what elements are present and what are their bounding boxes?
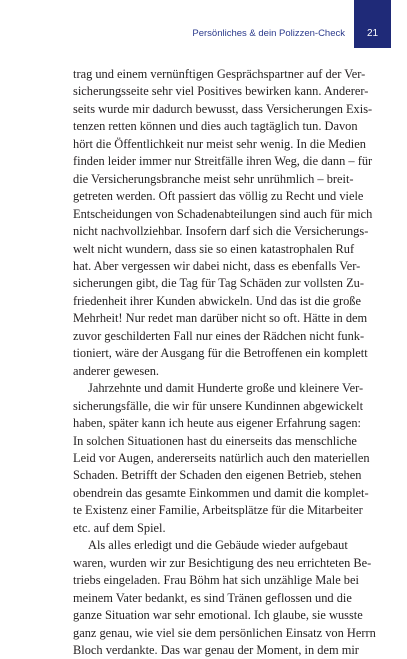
paragraph: [73, 66, 373, 380]
text-line: zuvor geschilderten Fall nur eines der Rädchen nicht funk-: [73, 328, 365, 343]
text-line: Als alles erledigt und die Gebäude wieder aufgebaut: [88, 538, 348, 553]
text-line: hört die Öffentlichkeit nur meist sehr wenig. In die Medien: [73, 136, 366, 151]
text-line: ganz genau, wie viel sie dem persönlichen Einsatz von Herrn: [73, 625, 376, 640]
text-line: ganze Situation war sehr emotional. Ich glaube, sie wusste: [73, 608, 363, 623]
text-line: tioniert, wäre der Ausgang für die Betroffenen ein komplett: [73, 346, 368, 361]
text-line: nicht nachvollziehbar. Insofern darf sich die Versicherungs-: [73, 224, 369, 239]
text-line: seits wurde mir dadurch bewusst, dass Versicherungen Exis-: [73, 101, 373, 116]
text-line: tenzen retten können und dies auch tagtäglich tun. Davon: [73, 119, 358, 134]
text-line: Entscheidungen von Schadenabteilungen sind auch für mich: [73, 206, 373, 221]
text-line: trag und einem vernünftigen Gesprächspartner auf der Ver-: [73, 67, 366, 81]
text-line: obendrein das gesamte Einkommen und damit die komplet-: [73, 485, 369, 500]
body-text: [73, 66, 376, 659]
text-line: In solchen Situationen hast du einerseits das menschliche: [73, 433, 357, 448]
text-line: waren, wurden wir zur Besichtigung des neu errichteten Be-: [73, 555, 372, 570]
text-line: friedenheit ihrer Kunden abwickeln. Und das ist die große: [73, 293, 361, 308]
text-line: Mehrheit! Nur redet man darüber nicht so oft. Hätte in dem: [73, 311, 368, 326]
text-line: die Versicherungsbranche meist sehr unrühmlich – breit-: [73, 171, 354, 186]
text-line: finden leider immer nur Streitfälle ihren Weg, die dann – für: [73, 154, 373, 169]
text-line: sicherungsfälle, die wir für unsere Kundinnen abgewickelt: [73, 398, 364, 413]
paragraph: [73, 380, 370, 537]
text-line: anderer gewesen.: [73, 363, 159, 378]
text-line: hat. Aber vergessen wir dabei nicht, dass es ebenfalls Ver-: [73, 258, 361, 273]
running-header: Persönliches & dein Polizzen-Check: [192, 28, 345, 39]
text-line: sicherungen gibt, die Tag für Tag Schäden zur vollsten Zu-: [73, 276, 364, 291]
text-line: Schaden. Betrifft der Schaden den eigenen Betrieb, stehen: [73, 468, 362, 483]
page-number-tab: [354, 0, 391, 48]
text-line: sicherungsseite sehr viel Positives bewirken kann. Anderer-: [73, 84, 369, 99]
text-line: Leid vor Augen, andererseits natürlich auch den materiellen: [73, 450, 370, 465]
text-line: Bloch verdankte. Das war genau der Moment, in dem mir: [73, 642, 359, 657]
text-line: meinem Vater bedankt, es sind Tränen geflossen und die: [73, 590, 352, 605]
text-line: te Existenz einer Familie, Arbeitsplätze für die Mitarbeiter: [73, 503, 363, 518]
page-number: 21: [366, 28, 379, 39]
text-line: welt nicht wundern, dass sie so einen katastrophalen Ruf: [73, 241, 355, 256]
text-line: etc. auf dem Spiel.: [73, 520, 166, 535]
text-line: Jahrzehnte und damit Hunderte große und kleinere Ver-: [88, 381, 364, 396]
text-line: triebs eingeladen. Frau Böhm hat sich unzählige Male bei: [73, 573, 359, 588]
paragraph: [73, 537, 376, 659]
text-line: haben, später kann ich heute aus eigener Erfahrung sagen:: [73, 416, 361, 431]
text-line: getreten werden. Oft passiert das völlig zu Recht und viele: [73, 189, 364, 204]
